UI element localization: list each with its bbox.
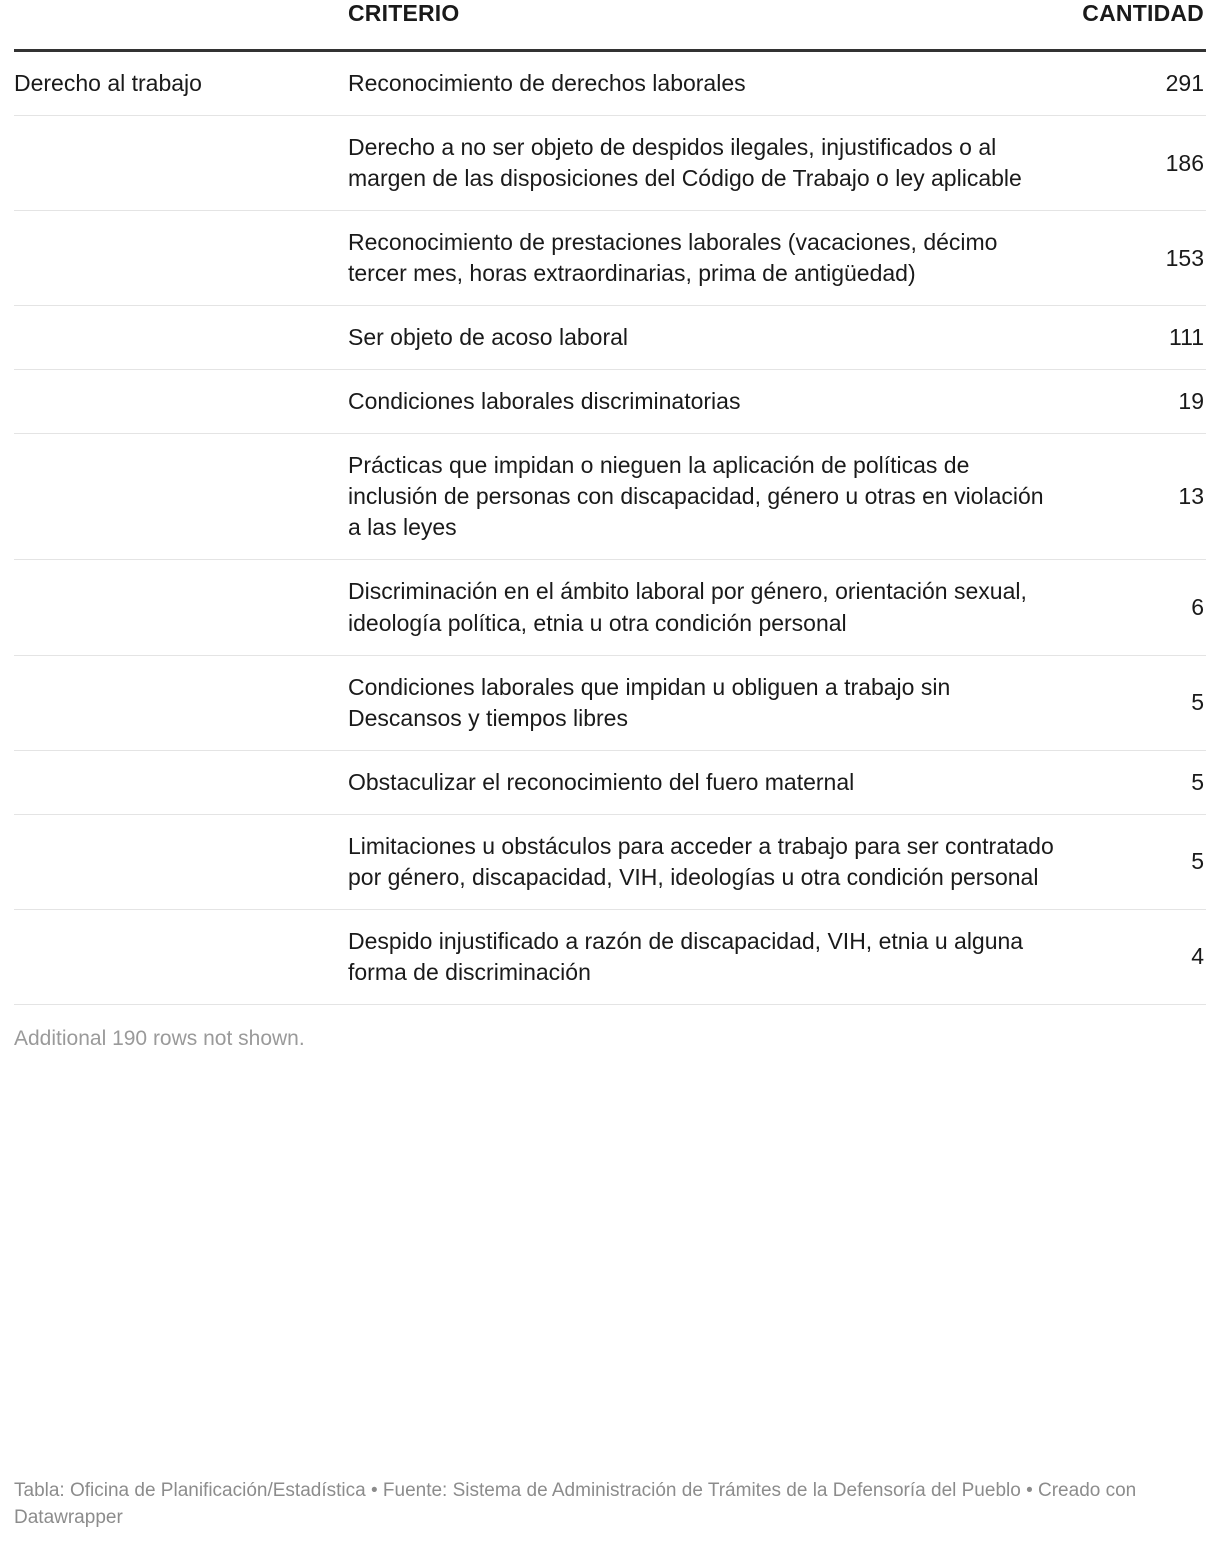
table-row [14,306,1206,370]
table-row [14,814,1206,909]
cell-group [14,655,334,750]
cell-criterio: Reconocimiento de prestaciones laborales (vacaciones, décimo tercer mes, horas extraordinarias, prima de antigüedad) [334,211,1074,306]
cell-cantidad: 186 [1074,116,1206,211]
column-header-criterio[interactable]: CRITERIO [334,0,1074,51]
table-footer-credit: Tabla: Oficina de Planificación/Estadística • Fuente: Sistema de Administración de Trámites de la Defensoría del Pueblo • Creado con Datawrapper [14,1479,1137,1529]
cell-cantidad: 291 [1074,51,1206,116]
cell-criterio: Condiciones laborales que impidan u obliguen a trabajo sin Descansos y tiempos libres [334,655,1074,750]
table-row [14,750,1206,814]
column-header-cantidad[interactable]: CANTIDAD [1074,0,1206,51]
cell-cantidad: 6 [1074,560,1206,655]
cell-cantidad: 5 [1074,750,1206,814]
cell-group [14,560,334,655]
cell-group [14,909,334,1004]
data-table [14,0,1206,1005]
cell-criterio: Prácticas que impidan o nieguen la aplicación de políticas de inclusión de personas con discapacidad, género u otras en violación a las leyes [334,434,1074,560]
cell-criterio: Condiciones laborales discriminatorias [334,370,1074,434]
table-row [14,116,1206,211]
cell-criterio: Reconocimiento de derechos laborales [334,51,1074,116]
table-row [14,370,1206,434]
cell-criterio: Ser objeto de acoso laboral [334,306,1074,370]
cell-cantidad: 111 [1074,306,1206,370]
cell-group [14,116,334,211]
cell-cantidad: 19 [1074,370,1206,434]
cell-cantidad: 5 [1074,655,1206,750]
cell-cantidad: 5 [1074,814,1206,909]
cell-group [14,306,334,370]
table-row [14,655,1206,750]
cell-criterio: Limitaciones u obstáculos para acceder a trabajo para ser contratado por género, discapacidad, VIH, ideologías u otra condición personal [334,814,1074,909]
cell-group: Derecho al trabajo [14,51,334,116]
table-row [14,211,1206,306]
cell-cantidad: 153 [1074,211,1206,306]
table-row [14,434,1206,560]
cell-group [14,211,334,306]
cell-group [14,750,334,814]
table-row [14,909,1206,1004]
table-body [14,51,1206,1005]
cell-criterio: Derecho a no ser objeto de despidos ilegales, injustificados o al margen de las disposiciones del Código de Trabajo o ley aplicable [334,116,1074,211]
additional-rows-notice: Additional 190 rows not shown. [14,1026,305,1050]
cell-group [14,434,334,560]
cell-cantidad: 4 [1074,909,1206,1004]
cell-criterio: Discriminación en el ámbito laboral por género, orientación sexual, ideología política, etnia u otra condición personal [334,560,1074,655]
cell-group [14,370,334,434]
cell-cantidad: 13 [1074,434,1206,560]
table-row [14,560,1206,655]
cell-group [14,814,334,909]
table-header [14,0,1206,51]
table-row [14,51,1206,116]
column-header-group[interactable] [14,0,334,51]
cell-criterio: Despido injustificado a razón de discapacidad, VIH, etnia u alguna forma de discriminación [334,909,1074,1004]
cell-criterio: Obstaculizar el reconocimiento del fuero maternal [334,750,1074,814]
